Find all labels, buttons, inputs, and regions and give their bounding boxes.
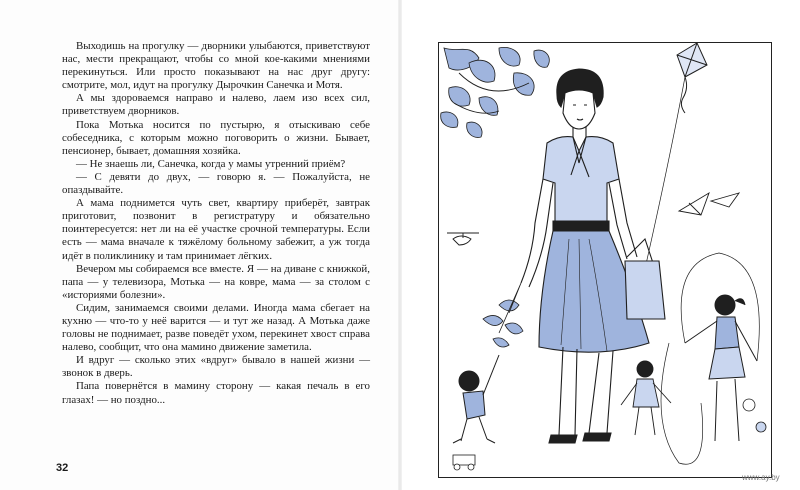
paragraph: А мы здороваемся направо и налево, лаем изо всех сил, приветствуем дворников. xyxy=(62,92,370,118)
paragraph: — С девяти до двух, — говорю я. — Пожалуйста, не опаздывайте. xyxy=(62,170,370,197)
watermark: www.ay.by xyxy=(742,473,780,482)
tree-foliage-icon xyxy=(441,47,550,137)
kite-icon xyxy=(677,43,707,113)
paragraph: Выходишь на прогулку — дворники улыбаются, приветствуют нас, мести прекращают, чтобы со мной кое-какими мнениями перекинуться. Или просто показывают на нас друг другу: смотрите, мол, идут на прогулку Дырочкин Санечка и Мотя. xyxy=(62,40,370,92)
paragraph: И вдруг — сколько этих «вдруг» бывало в нашей жизни — звонок в дверь. xyxy=(62,354,370,380)
toy-truck-icon xyxy=(453,455,475,470)
ball-icon xyxy=(743,399,766,432)
paragraph: — Не знаешь ли, Санечка, когда у мамы утренний приём? xyxy=(76,157,346,170)
paragraph: А мама поднимется чуть свет, квартиру приберёт, завтрак приготовит, позвонит в регистратуру и обязательно поинтересуется: нет ли на её участке срочной температуры. Если есть — мама вначале к тяжёлому больному забежит, а уж тогда идёт в поликлинику и там принимает лёгких. xyxy=(62,197,370,262)
flower-bouquet-icon xyxy=(483,283,523,347)
illustration-frame xyxy=(438,42,772,478)
paragraph: Папа повернётся в мамину сторону — какая печаль в его глазах! — но поздно... xyxy=(62,380,370,406)
paragraph: Пока Мотька носится по пустырю, я отыскиваю себе собеседника, с которым можно поговорить о жизни. Бывает, пенсионер, бывает, домашняя хозяйка. xyxy=(62,118,370,157)
girl-jump-rope-figure-icon xyxy=(685,295,757,441)
boy-figure-icon xyxy=(453,355,499,443)
paper-plane-icon xyxy=(679,193,739,215)
toy-helicopter-icon xyxy=(447,233,479,245)
page-number: 32 xyxy=(56,462,69,474)
paragraph: Вечером мы собираемся все вместе. Я — на диване с книжкой, папа — у телевизора, Мотька — на ковре, мама — за столом с «историями болезни». xyxy=(62,262,370,301)
text-column xyxy=(62,40,370,407)
right-page xyxy=(402,0,800,490)
paragraph: Сидим, занимаемся своими делами. Иногда мама сбегает на кухню — что-то у неё варится — и тут же назад. А Мотька даже головы не поднимает, разве поведёт ухом, перекинет хвост справа налево, сообщит, что она мамино движение заметила. xyxy=(62,301,370,354)
woman-with-children-illustration-icon xyxy=(439,43,770,476)
